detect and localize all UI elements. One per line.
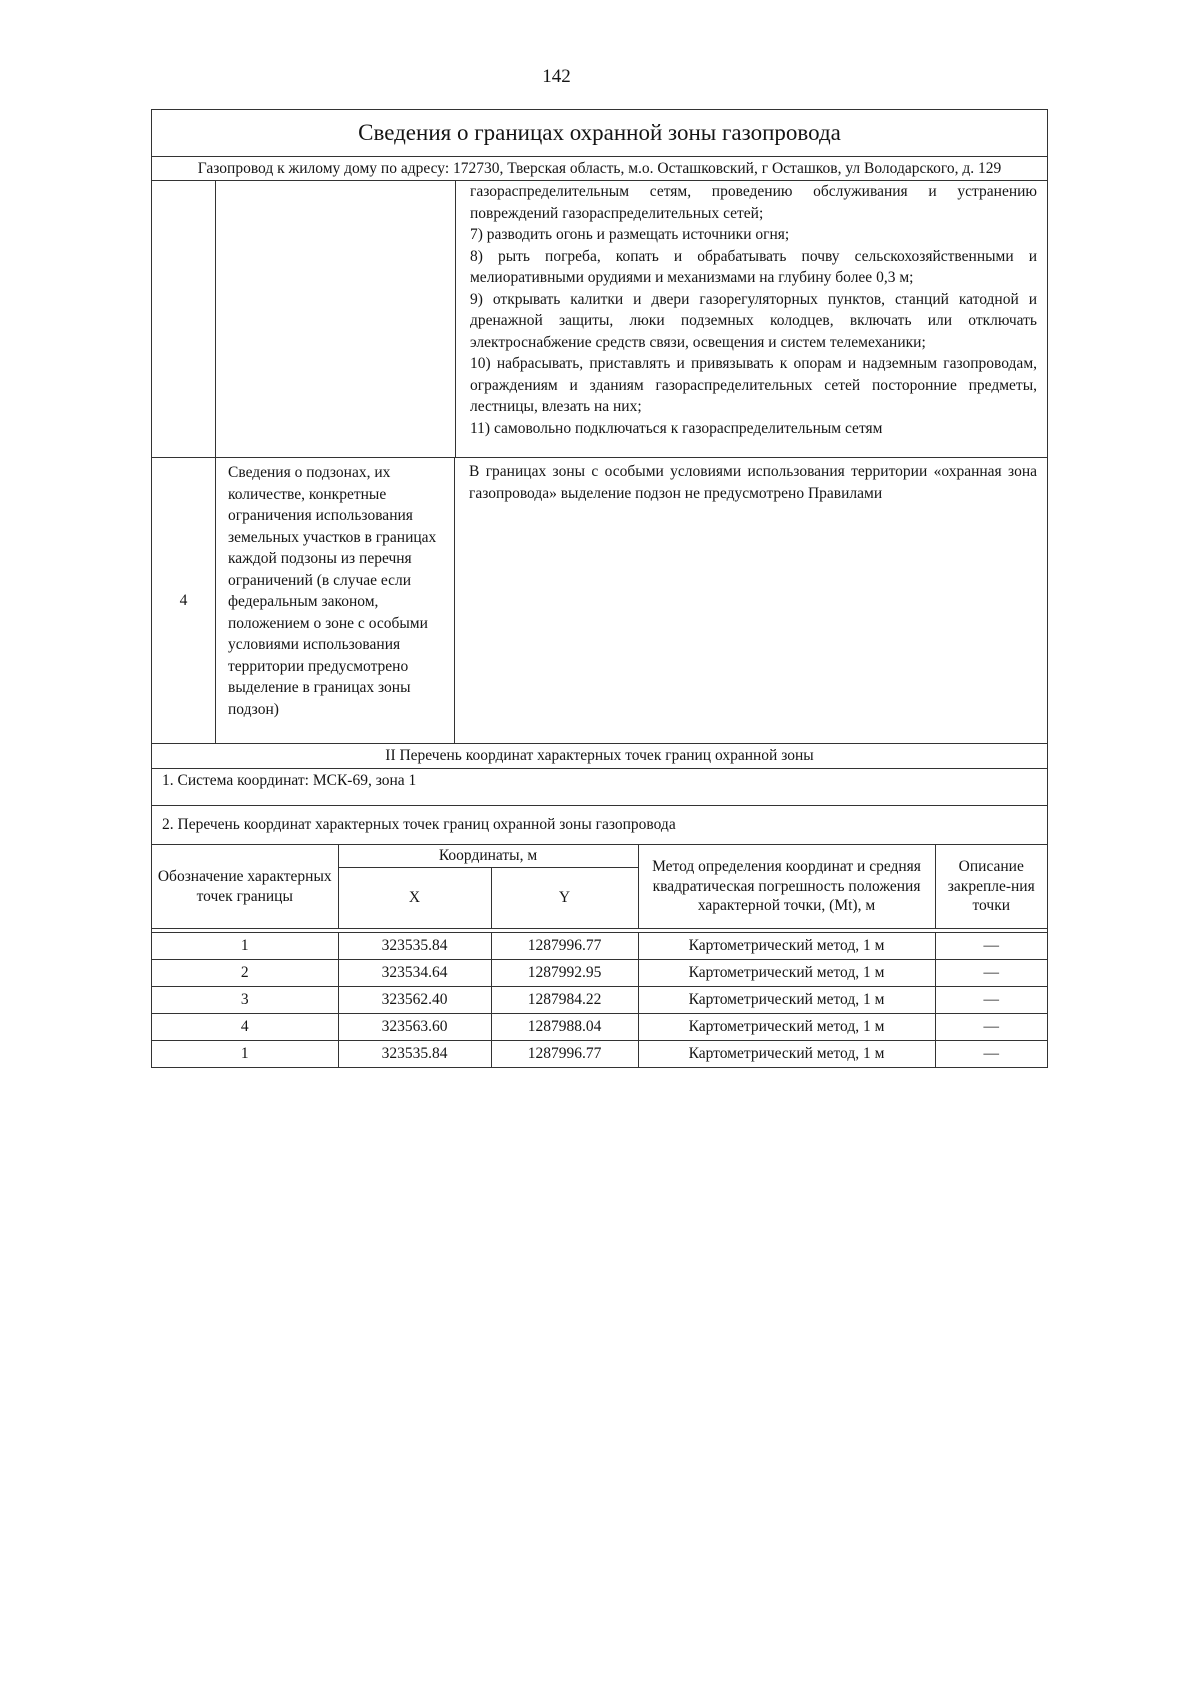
point-cell: 1 <box>152 1041 338 1068</box>
method-cell: Картометрический метод, 1 м <box>638 933 935 960</box>
gas-pipeline-address: Газопровод к жилому дому по адресу: 172730, Тверская область, м.о. Осташковский, г Осташков, ул Володарского, д. 129 <box>152 157 1047 181</box>
coordinates-table <box>152 844 1047 1067</box>
subzones-row <box>152 458 1047 744</box>
fixing-cell: — <box>935 1041 1047 1068</box>
header-method <box>638 845 935 929</box>
y-cell: 1287996.77 <box>491 933 638 960</box>
x-cell: 323534.64 <box>338 960 491 987</box>
y-cell: 1287984.22 <box>491 987 638 1014</box>
header-coordinates: Координаты, м <box>338 845 638 868</box>
row-number-cell <box>152 181 216 457</box>
point-cell: 1 <box>152 933 338 960</box>
x-cell: 323563.60 <box>338 1014 491 1041</box>
table-row <box>152 987 1047 1014</box>
subzones-number: 4 <box>152 458 216 743</box>
subzones-name: Сведения о подзонах, их количестве, конкретные ограничения использования земельных участков в границах каждой подзоны из перечня ограничений (в случае если федеральным законом, положением о зоне с особыми условиями использования территории предусмотрено выделение в границах зоны подзон) <box>216 458 455 743</box>
method-cell: Картометрический метод, 1 м <box>638 1014 935 1041</box>
header-method-text: Метод определения координат и средняя квадратическая погрешность положения характерной точки, (Mt), м <box>652 858 921 915</box>
y-cell: 1287992.95 <box>491 960 638 987</box>
restriction-item: 8) рыть погреба, копать и обрабатывать почву сельскохозяйственными и мелиоративными орудиями и механизмами на глубину более 0,3 м; <box>470 247 1037 286</box>
subzones-description: В границах зоны с особыми условиями использования территории «охранная зона газопровода» выделение подзон не предусмотрено Правилами <box>469 463 1037 502</box>
fixing-cell: — <box>935 1014 1047 1041</box>
header-y: Y <box>491 868 638 929</box>
method-cell: Картометрический метод, 1 м <box>638 1041 935 1068</box>
restriction-item: 11) самовольно подключаться к газораспределительным сетям <box>470 419 883 437</box>
restriction-item: 7) разводить огонь и размещать источники огня; <box>470 226 790 243</box>
x-cell: 323535.84 <box>338 1041 491 1068</box>
table-row <box>152 960 1047 987</box>
table-row <box>152 1014 1047 1041</box>
x-cell: 323535.84 <box>338 933 491 960</box>
point-cell: 4 <box>152 1014 338 1041</box>
coordinates-list-title: 2. Перечень координат характерных точек границ охранной зоны газопровода <box>162 816 676 833</box>
point-cell: 2 <box>152 960 338 987</box>
fixing-cell: — <box>935 933 1047 960</box>
fixing-cell: — <box>935 960 1047 987</box>
document-title: Сведения о границах охранной зоны газопровода <box>152 110 1047 157</box>
y-cell: 1287996.77 <box>491 1041 638 1068</box>
fixing-cell: — <box>935 987 1047 1014</box>
restriction-item: газораспределительным сетям, проведению обслуживания и устранению повреждений газораспределительных сетей; <box>470 183 1037 222</box>
header-x: X <box>338 868 491 929</box>
coordinate-system: 1. Система координат: МСК-69, зона 1 <box>152 769 1047 806</box>
header-point: Обозначение характерных точек границы <box>152 845 338 929</box>
method-cell: Картометрический метод, 1 м <box>638 960 935 987</box>
y-cell: 1287988.04 <box>491 1014 638 1041</box>
zone-info-table <box>151 109 1048 1068</box>
header-fixing: Описание закрепле-ния точки <box>935 845 1047 929</box>
restrictions-list <box>456 181 1047 457</box>
restriction-item: 9) открывать калитки и двери газорегуляторных пунктов, станций катодной и дренажной защиты, люки подземных колодцев, включать или отключать электроснабжение средств связи, освещения и систем телемеханики; <box>470 290 1037 351</box>
table-row <box>152 1041 1047 1068</box>
row-name-cell <box>216 181 456 457</box>
table-row <box>152 933 1047 960</box>
restriction-item: 10) набрасывать, приставлять и привязывать к опорам и надземным газопроводам, ограждениям и зданиям газораспределительных сетей посторонние предметы, лестницы, влезать на них; <box>470 355 1037 415</box>
point-cell: 3 <box>152 987 338 1014</box>
page-number: 142 <box>542 66 571 87</box>
section-header: II Перечень координат характерных точек границ охранной зоны <box>152 744 1047 769</box>
restrictions-continuation-row <box>152 181 1047 458</box>
x-cell: 323562.40 <box>338 987 491 1014</box>
method-cell: Картометрический метод, 1 м <box>638 987 935 1014</box>
